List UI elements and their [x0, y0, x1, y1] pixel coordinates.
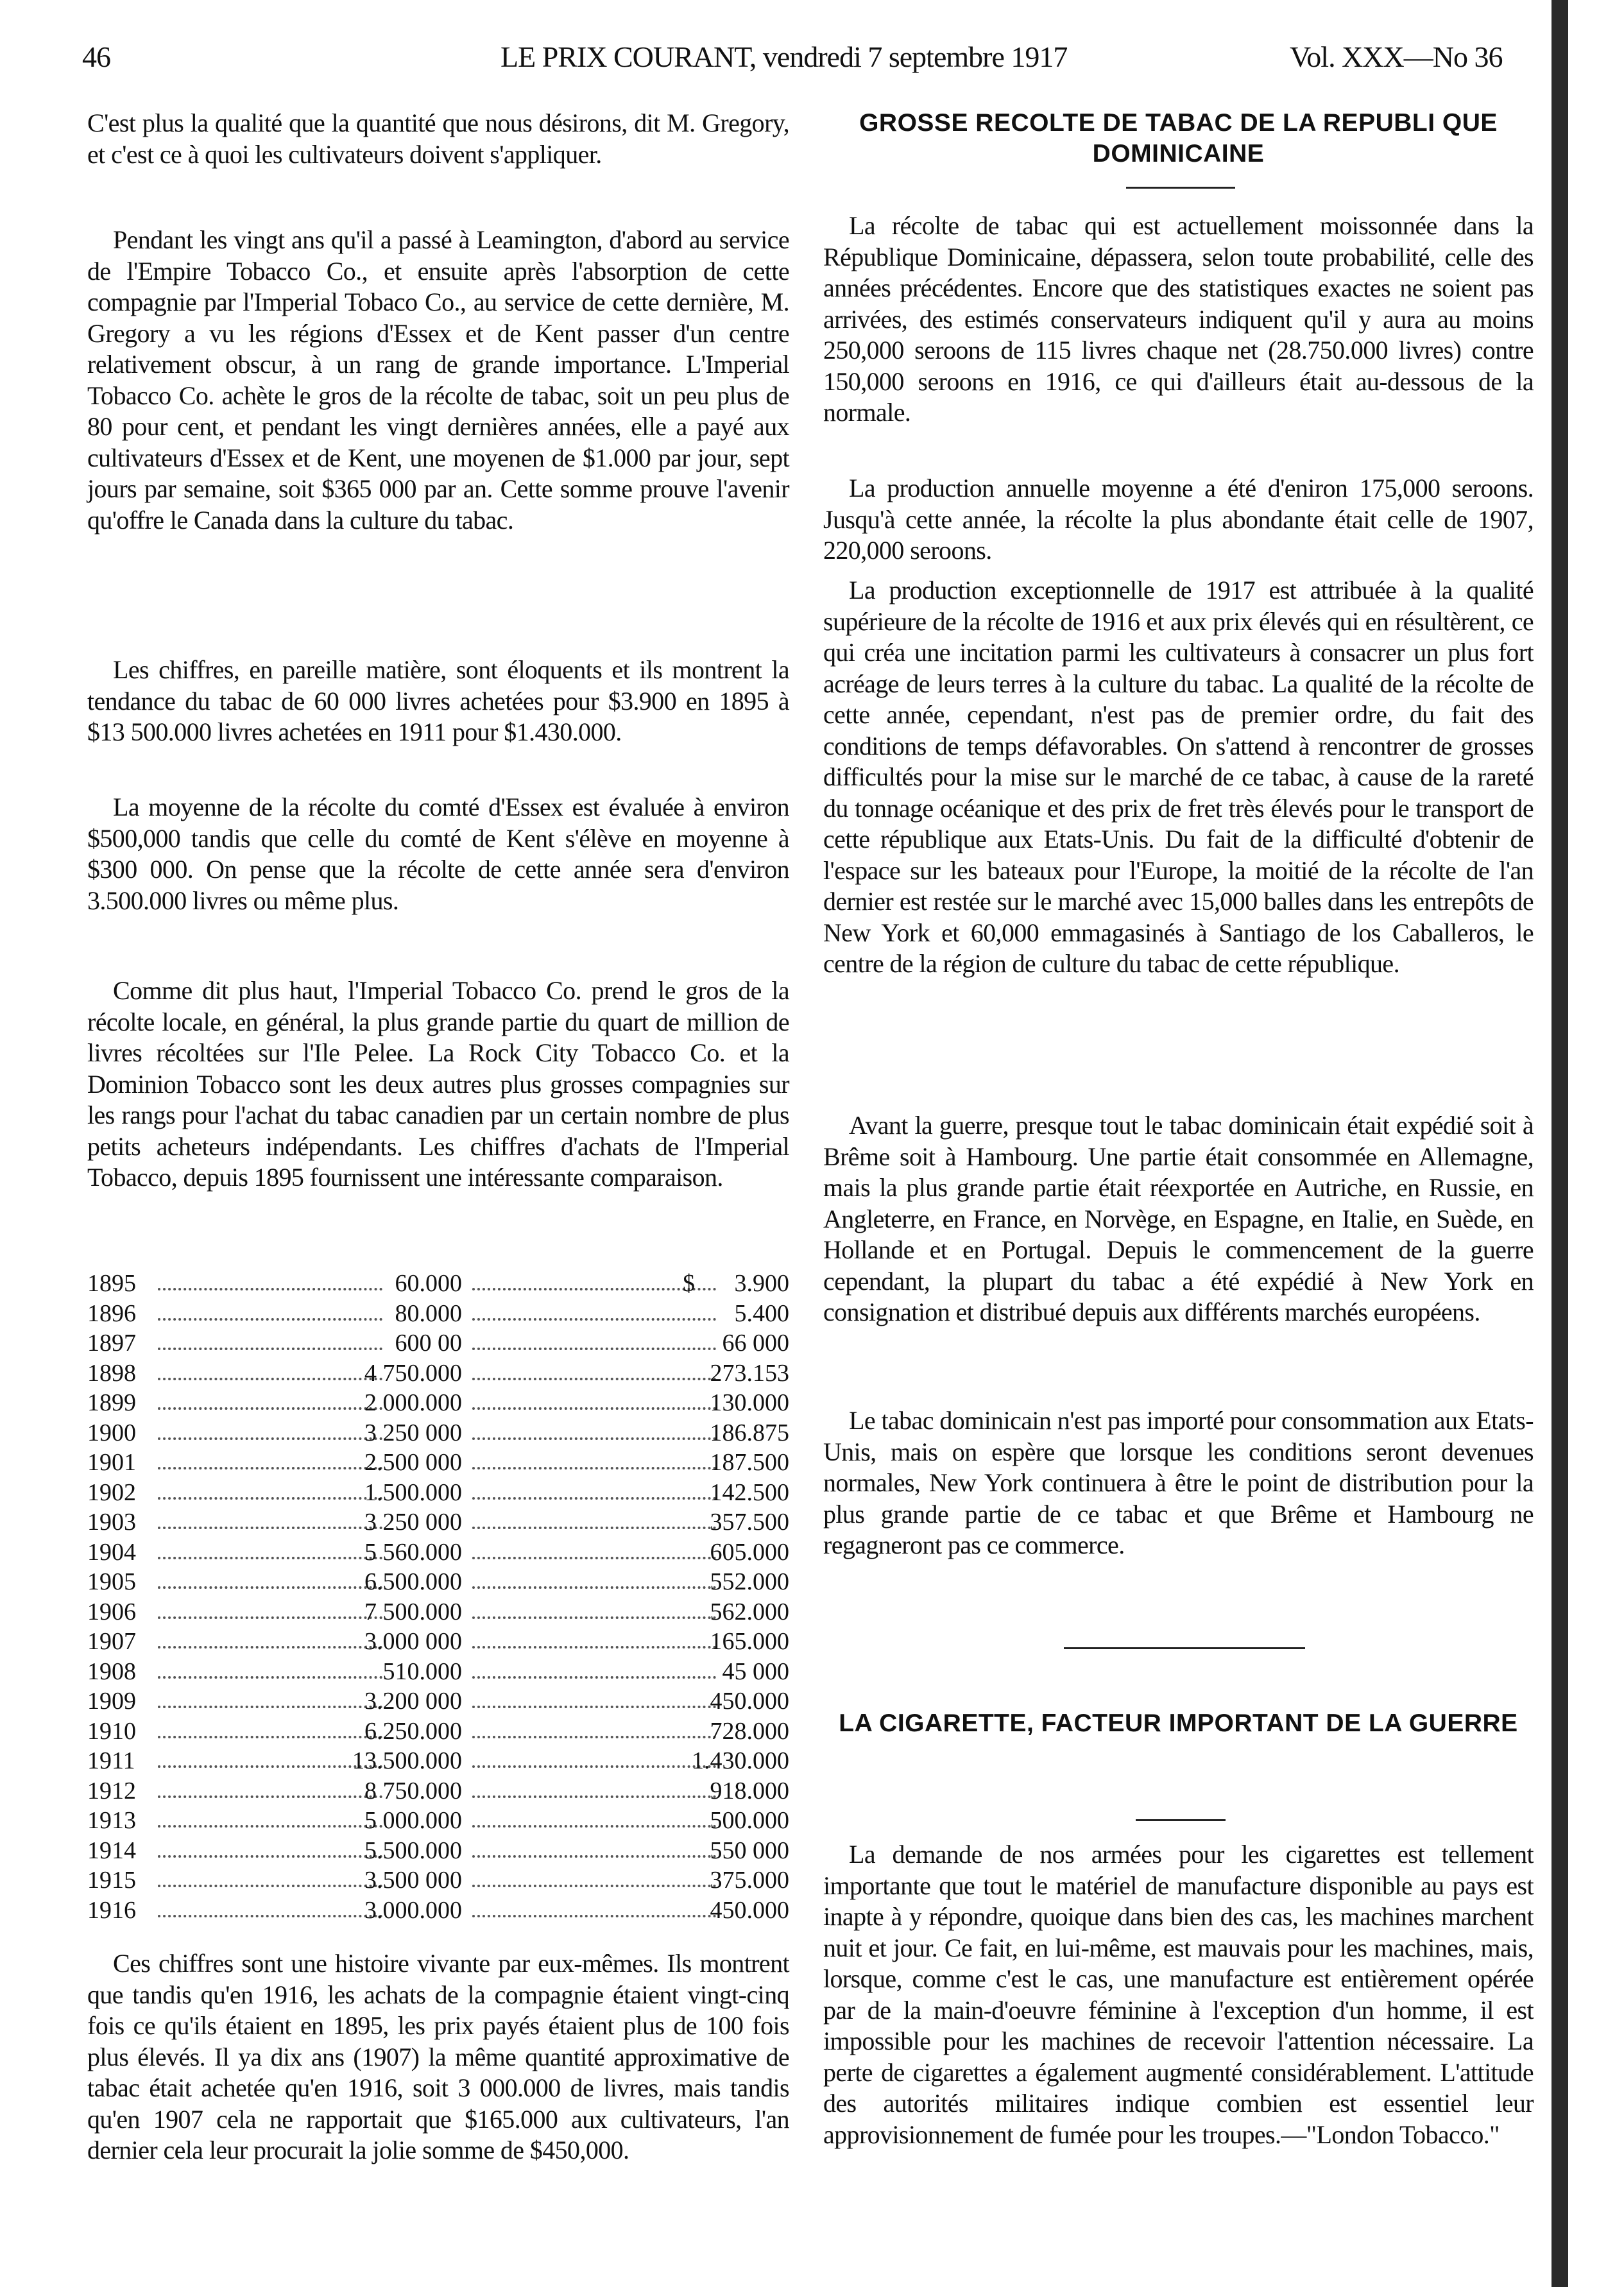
table-row: [87, 1448, 789, 1477]
table-price: 605.000: [710, 1538, 789, 1566]
dot-leader: [472, 1717, 716, 1738]
dot-leader: [472, 1865, 716, 1887]
table-quantity: 8 750.000: [364, 1777, 462, 1804]
dot-leader: [158, 1538, 382, 1559]
table-year: 1896: [87, 1299, 136, 1327]
dot-leader: [472, 1686, 716, 1708]
dot-leader: [158, 1597, 382, 1619]
table-quantity: 3.500 000: [364, 1867, 462, 1894]
table-price: 562.000: [710, 1598, 789, 1625]
table-price: 3.900: [734, 1270, 789, 1297]
table-quantity: 5 560.000: [364, 1538, 462, 1566]
table-price: 45 000: [722, 1657, 789, 1685]
table-price: 5.400: [734, 1299, 789, 1327]
table-quantity: 510.000: [382, 1657, 462, 1685]
table-row: [87, 1776, 789, 1806]
right-paragraph-3: La production exceptionnelle de 1917 est attribuée à la qualité supérieure de la récolte de 1916 et aux prix élevés qui en résultèrent, ce qui créa une incitation parmi les cultivateurs à consacrer un plus fort acréage de leurs terres à la culture du tabac. La qualité de la récolte de cette année, cependant, n'est pas de premier ordre, du fait des conditions de temps défavorables. On s'attend à rencontrer de grosses difficultés pour la mise sur le marché de ce tabac, à cause de la rareté du tonnage océanique et des prix de fret très élevés pour le transport de cette république aux Etats-Unis. Du fait de la difficulté d'obtenir de l'espace sur les bateaux pour l'Europe, la moitié de la récolte de l'an dernier est restée sur le marché avec 15,000 balles dans les entrepôts de New York et 60,000 emmagasinés à Santiago de los Caballeros, le centre de la région de culture du tabac de cette république.: [823, 576, 1534, 978]
dot-leader: [158, 1269, 382, 1290]
table-year: 1897: [87, 1330, 136, 1357]
article-title-cigarette: LA CIGARETTE, FACTEUR IMPORTANT DE LA GUERRE: [839, 1709, 1518, 1737]
table-quantity: 6.250.000: [364, 1717, 462, 1745]
table-row: [87, 1418, 789, 1448]
table-year: 1911: [87, 1747, 135, 1774]
table-price: 1.430.000: [692, 1747, 789, 1774]
table-row: [87, 1686, 789, 1716]
dot-leader: [472, 1418, 716, 1440]
table-quantity: 2.500 000: [364, 1449, 462, 1476]
title-underline: [1126, 187, 1235, 189]
page-binding-edge: [1551, 0, 1568, 2287]
dot-leader: [472, 1388, 716, 1410]
right-paragraph-5: Le tabac dominicain n'est pas importé pour consommation aux Etats-Unis, mais on espère que lorsque les conditions seront devenues normales, New York continuera à être le point de distribution pour la plus grande partie de ce tabac et que Brême et Hambourg ne regagneront pas ce commerce.: [823, 1406, 1534, 1559]
table-year: 1910: [87, 1717, 136, 1745]
table-price: 186.875: [710, 1419, 789, 1446]
dot-leader: [472, 1507, 716, 1529]
table-row: [87, 1507, 789, 1537]
table-year: 1905: [87, 1568, 136, 1595]
volume-number: Vol. XXX—No 36: [1290, 40, 1503, 73]
dot-leader: [158, 1507, 382, 1529]
dot-leader: [472, 1746, 716, 1768]
table-price: 357.500: [710, 1509, 789, 1536]
dot-leader: [472, 1657, 716, 1679]
left-paragraph-6: Ces chiffres sont une histoire vivante par eux-mêmes. Ils montrent que tandis qu'en 1916, les achats de la compagnie étaient vingt-cinq fois ce qu'ils étaient en 1895, les prix payés étaient plus de 100 fois plus élevés. Il ya dix ans (1907) la même quantité approximative de tabac était achetée qu'en 1916, soit 3 000.000 de livres, mais tandis qu'en 1907 cela ne rapportait que $165.000 aux cultivateurs, l'an dernier cela leur procurait la jolie somme de $450,000.: [87, 1949, 789, 2164]
table-row: [87, 1627, 789, 1656]
right-paragraph-4: Avant la guerre, presque tout le tabac dominicain était expédié soit à Brême soit à Hambourg. Une partie était consommée en Allemagne, mais la plus grande partie était réexportée en Autriche, en Russie, en Angleterre, en France, en Norvège, en Espagne, en Italie, en Suède, en Hollande et en Portugal. Depuis le commencement de la guerre cependant, la plupart du tabac a été expédié à New York en consignation et distribué depuis aux différents marchés européens.: [823, 1111, 1534, 1326]
table-price: 918.000: [710, 1777, 789, 1804]
dot-leader: [472, 1896, 716, 1917]
left-paragraph-5: Comme dit plus haut, l'Imperial Tobacco Co. prend le gros de la récolte locale, en général, la plus grande partie du quart de million de livres récoltées sur l'Ile Pelee. La Rock City Tobacco Co. et la Dominion Tobacco sont les deux autres plus grosses compagnies sur les rangs pour l'achat du tabac canadien par un certain nombre de plus petits acheteurs indépendants. Les chiffres d'achats de l'Imperial Tobacco, depuis 1895 fournissent une intéressante comparaison.: [87, 976, 789, 1192]
dot-leader: [472, 1478, 716, 1500]
table-year: 1898: [87, 1359, 136, 1387]
table-row: [87, 1657, 789, 1686]
dot-leader: [158, 1896, 382, 1917]
dot-leader: [158, 1806, 382, 1828]
table-price: 728.000: [710, 1717, 789, 1745]
table-price: 375.000: [710, 1867, 789, 1894]
dot-leader: [158, 1299, 382, 1321]
dot-leader: [158, 1478, 382, 1500]
dot-leader: [472, 1269, 716, 1290]
dot-leader: [158, 1567, 382, 1589]
table-row: [87, 1567, 789, 1597]
dot-leader: [472, 1448, 716, 1469]
table-year: 1899: [87, 1389, 136, 1416]
dot-leader: [472, 1299, 716, 1321]
table-quantity: 3 250 000: [364, 1509, 462, 1536]
table-price: 187.500: [710, 1449, 789, 1476]
dot-leader: [472, 1776, 716, 1798]
dot-leader: [158, 1686, 382, 1708]
table-row: [87, 1806, 789, 1835]
dot-leader: [472, 1806, 716, 1828]
table-price: 130.000: [710, 1389, 789, 1416]
table-year: 1908: [87, 1657, 136, 1685]
table-row: [87, 1269, 789, 1298]
table-row: [87, 1388, 789, 1418]
dot-leader: [158, 1836, 382, 1858]
left-paragraph-4: La moyenne de la récolte du comté d'Essex est évaluée à environ $500,000 tandis que celle du comté de Kent s'élève en moyenne à $300 000. On pense que la récolte de cette année sera d'environ 3.500.000 livres ou même plus.: [87, 792, 789, 915]
table-year: 1914: [87, 1837, 136, 1864]
dot-leader: [472, 1358, 716, 1380]
right-paragraph-6: La demande de nos armées pour les cigarettes est tellement importante que tout le matériel de manufacture disponible au pays est inapte à y répondre, quoique dans bien des cas, les machines marchent nuit et jour. Ce fait, en lui-même, est mauvais pour les machines, mais, lorsque, comme c'est le cas, une manufacture est entièrement opérée par de la main-d'oeuvre féminine à l'exception d'un homme, il est impossible pour les machines de recevoir l'attention nécessaire. La perte de cigarettes a également augmenté considérablement. L'attitude des autorités militaires indique combien est essentiel leur approvisionnement de fumée pour les troupes.—"London Tobacco.": [823, 1840, 1534, 2149]
dot-leader: [158, 1657, 382, 1679]
table-price: 142.500: [710, 1478, 789, 1506]
table-year: 1915: [87, 1867, 136, 1894]
table-year: 1909: [87, 1688, 136, 1715]
dot-leader: [472, 1538, 716, 1559]
table-year: 1904: [87, 1538, 136, 1566]
table-quantity: 80.000: [395, 1299, 462, 1327]
dot-leader: [158, 1418, 382, 1440]
table-quantity: 3.200 000: [364, 1688, 462, 1715]
right-paragraph-1: La récolte de tabac qui est actuellement moissonnée dans la République Dominicaine, dépassera, selon toute probabilité, celle des années précédentes. Encore que des statistiques exactes ne soient pas arrivées, des estimés conservateurs indiquent qu'il y aura au moins 250,000 seroons de 115 livres chaque net (28.750.000 livres) contre 150,000 seroons en 1916, ce qui d'ailleurs était au-dessous de la normale.: [823, 211, 1534, 427]
table-year: 1903: [87, 1509, 136, 1536]
table-quantity: 60.000: [395, 1270, 462, 1297]
table-year: 1901: [87, 1449, 136, 1476]
left-paragraph-2: Pendant les vingt ans qu'il a passé à Leamington, d'abord au service de l'Empire Tobacco Co., et ensuite après l'absorption de cette compagnie par l'Imperial Tobaco Co., au service de cette dernière, M. Gregory a vu les régions d'Essex et de Kent passer d'un centre relativement obscur, à un rang de grande importance. L'Imperial Tobacco Co. achète le gros de la récolte de tabac, soit un peu plus de 80 pour cent, et pendant les vingt dernières années, elle a payé aux cultivateurs d'Essex et de Kent, une moyenen de $1.000 par jour, sept jours par semaine, soit $365 000 par an. Cette somme prouve l'avenir qu'offre le Canada dans la culture du tabac.: [87, 225, 789, 535]
table-price: 66 000: [722, 1330, 789, 1357]
table-row: [87, 1865, 789, 1895]
table-year: 1906: [87, 1598, 136, 1625]
table-quantity: 600 00: [395, 1330, 462, 1357]
publication-header: LE PRIX COURANT, vendredi 7 septembre 1917: [500, 40, 1068, 73]
table-year: 1895: [87, 1270, 136, 1297]
table-year: 1902: [87, 1478, 136, 1506]
table-row: [87, 1478, 789, 1507]
dot-leader: [158, 1328, 382, 1350]
dot-leader: [472, 1597, 716, 1619]
dot-leader: [158, 1746, 382, 1768]
table-price: 500.000: [710, 1807, 789, 1834]
title-underline: [1136, 1819, 1226, 1821]
table-row: [87, 1328, 789, 1358]
table-quantity: 2 000.000: [364, 1389, 462, 1416]
table-row: [87, 1746, 789, 1776]
table-row: [87, 1836, 789, 1865]
table-year: 1916: [87, 1896, 136, 1924]
dot-leader: [158, 1717, 382, 1738]
dot-leader: [472, 1627, 716, 1649]
table-row: [87, 1597, 789, 1627]
article-separator: [1064, 1647, 1305, 1649]
table-price: 552.000: [710, 1568, 789, 1595]
table-quantity: 3.000.000: [364, 1896, 462, 1924]
table-price: 550 000: [710, 1837, 789, 1864]
table-quantity: 13.500.000: [352, 1747, 462, 1774]
table-quantity: 3.000 000: [364, 1628, 462, 1655]
table-row: [87, 1538, 789, 1567]
table-year: 1912: [87, 1777, 136, 1804]
right-paragraph-2: La production annuelle moyenne a été d'eniron 175,000 seroons. Jusqu'à cette année, la récolte la plus abondante était celle de 1907, 220,000 seroons.: [823, 474, 1534, 565]
dot-leader: [472, 1328, 716, 1350]
table-row: [87, 1896, 789, 1925]
table-quantity: 1.500.000: [364, 1478, 462, 1506]
table-price: 273.153: [710, 1359, 789, 1387]
table-quantity: 3 250 000: [364, 1419, 462, 1446]
currency-symbol: $: [683, 1270, 695, 1297]
table-row: [87, 1717, 789, 1746]
dot-leader: [158, 1448, 382, 1469]
table-row: [87, 1299, 789, 1328]
dot-leader: [472, 1836, 716, 1858]
dot-leader: [472, 1567, 716, 1589]
dot-leader: [158, 1358, 382, 1380]
table-quantity: 6.500.000: [364, 1568, 462, 1595]
dot-leader: [158, 1865, 382, 1887]
table-quantity: 7 500.000: [364, 1598, 462, 1625]
left-paragraph-3: Les chiffres, en pareille matière, sont éloquents et ils montrent la tendance du tabac de 60 000 livres achetées pour $3.900 en 1895 à $13 500.000 livres achetées en 1911 pour $1.430.000.: [87, 655, 789, 746]
left-paragraph-1: C'est plus la qualité que la quantité que nous désirons, dit M. Gregory, et c'est ce à quoi les cultivateurs doivent s'appliquer.: [87, 108, 789, 169]
dot-leader: [158, 1388, 382, 1410]
page-number: 46: [82, 40, 110, 73]
table-quantity: 4 750.000: [364, 1359, 462, 1387]
table-year: 1913: [87, 1807, 136, 1834]
dot-leader: [158, 1776, 382, 1798]
table-quantity: 5 000.000: [364, 1807, 462, 1834]
table-quantity: 5.500.000: [364, 1837, 462, 1864]
table-row: [87, 1358, 789, 1388]
table-price: 450.000: [710, 1896, 789, 1924]
table-price: 165.000: [710, 1628, 789, 1655]
article-title-dominican-tobacco: GROSSE RECOLTE DE TABAC DE LA REPUBLI QUE DOMINICAINE: [859, 109, 1498, 167]
table-year: 1907: [87, 1628, 136, 1655]
dot-leader: [158, 1627, 382, 1649]
table-price: 450.000: [710, 1688, 789, 1715]
table-year: 1900: [87, 1419, 136, 1446]
